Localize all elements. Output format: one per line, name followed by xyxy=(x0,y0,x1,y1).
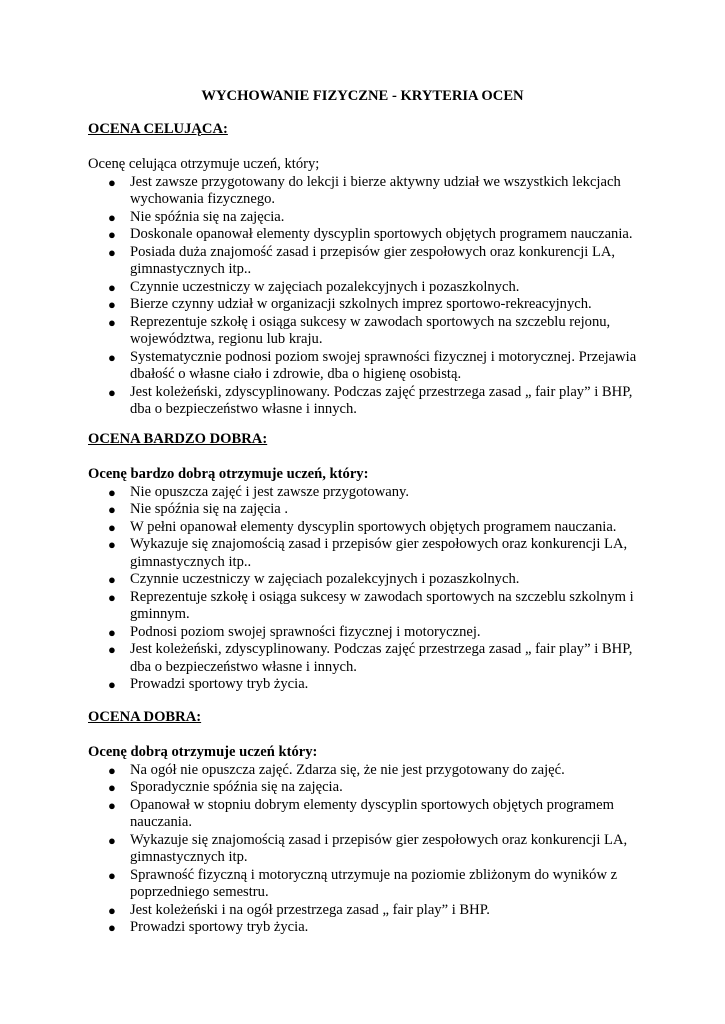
bullet-icon: ● xyxy=(108,589,116,605)
criteria-list xyxy=(88,174,648,419)
list-item: ● Czynnie uczestniczy w zajęciach pozalekcyjnych i pozaszkolnych. xyxy=(108,278,520,295)
list-item: ● Prowadzi sportowy tryb życia. xyxy=(108,676,309,692)
bullet-icon: ● xyxy=(108,314,116,330)
section-heading: OCENA BARDZO DOBRA: xyxy=(88,431,268,447)
bullet-icon: ● xyxy=(108,572,116,587)
bullet-icon: ● xyxy=(108,867,116,883)
list-item: ● Sprawność fizyczną i motoryczną utrzymuje na poziomie zbliżonym do wyników z poprzedniego semestru. xyxy=(108,866,618,900)
list-item: ● Nie spóźnia się na zajęcia . xyxy=(108,501,289,517)
criteria-list xyxy=(88,484,648,694)
list-item: ● Posiada duża znajomość zasad i przepisów gier zespołowych oraz konkurencji LA, gimnastycznych itp.. xyxy=(108,243,616,277)
bullet-icon: ● xyxy=(108,797,116,813)
bullet-icon: ● xyxy=(108,762,116,778)
bullet-icon: ● xyxy=(108,484,116,500)
list-item: ● Bierze czynny udział w organizacji szkolnych imprez sportowo-rekreacyjnych. xyxy=(108,296,592,312)
list-item: ● Systematycznie podnosi poziom swojej sprawności fizycznej i motorycznej. Przejawia dbałość o własne ciało i zdrowie, dba o higienę osobistą. xyxy=(108,348,637,382)
bullet-icon: ● xyxy=(108,297,116,312)
list-item: ● Czynnie uczestniczy w zajęciach pozalekcyjnych i pozaszkolnych. xyxy=(108,571,520,587)
list-item: ● W pełni opanował elementy dyscyplin sportowych objętych programem nauczania. xyxy=(108,518,617,535)
bullet-icon: ● xyxy=(108,624,116,640)
list-item: ● Jest koleżeński, zdyscyplinowany. Podczas zajęć przestrzega zasad „ fair play” i BHP, dba o bezpieczeństwo własne i innych. xyxy=(108,641,633,675)
criteria-list xyxy=(88,762,648,937)
bullet-icon: ● xyxy=(108,832,116,848)
list-item: ● Podnosi poziom swojej sprawności fizycznej i motorycznej. xyxy=(108,623,481,640)
list-item: ● Wykazuje się znajomością zasad i przepisów gier zespołowych oraz konkurencji LA, gimnastycznych itp. xyxy=(108,831,628,865)
bullet-icon: ● xyxy=(108,642,116,657)
bullet-icon: ● xyxy=(108,174,116,190)
list-item: ● Jest zawsze przygotowany do lekcji i bierze aktywny udział we wszystkich lekcjach wychowania fizycznego. xyxy=(108,173,621,207)
list-item: ● Wykazuje się znajomością zasad i przepisów gier zespołowych oraz konkurencji LA, gimnastycznych itp.. xyxy=(108,536,628,570)
section-intro: Ocenę dobrą otrzymuje uczeń który: xyxy=(88,744,318,760)
bullet-icon: ● xyxy=(108,519,116,535)
bullet-icon: ● xyxy=(108,384,116,400)
section-ocena-dobra xyxy=(88,709,648,937)
bullet-icon: ● xyxy=(108,502,116,517)
list-item: ● Opanował w stopniu dobrym elementy dyscyplin sportowych objętych programem nauczania. xyxy=(108,796,614,830)
bullet-icon: ● xyxy=(108,920,116,935)
bullet-icon: ● xyxy=(108,244,116,260)
list-item: ● Jest koleżeński i na ogół przestrzega zasad „ fair play” i BHP. xyxy=(108,901,490,918)
list-item: ● Doskonale opanował elementy dyscyplin sportowych objętych programem nauczania. xyxy=(108,226,633,242)
section-ocena-celujaca xyxy=(88,121,648,419)
bullet-icon: ● xyxy=(108,279,116,295)
bullet-icon: ● xyxy=(108,537,116,552)
document-title: WYCHOWANIE FIZYCZNE - KRYTERIA OCEN xyxy=(201,88,524,104)
bullet-icon: ● xyxy=(108,780,116,795)
list-item: ● Sporadycznie spóźnia się na zajęcia. xyxy=(108,779,343,795)
list-item: ● Na ogół nie opuszcza zajęć. Zdarza się, że nie jest przygotowany do zajęć. xyxy=(108,761,565,778)
bullet-icon: ● xyxy=(108,902,116,918)
bullet-icon: ● xyxy=(108,349,116,365)
list-item: ● Jest koleżeński, zdyscyplinowany. Podczas zajęć przestrzega zasad „ fair play” i BHP, dba o bezpieczeństwo własne i innych. xyxy=(108,383,633,417)
list-item: ● Reprezentuje szkołę i osiąga sukcesy w zawodach sportowych na szczeblu szkolnym i gminnym. xyxy=(108,588,634,622)
bullet-icon: ● xyxy=(108,227,116,242)
section-intro: Ocenę celująca otrzymuje uczeń, który; xyxy=(88,156,320,172)
section-ocena-bardzo-dobra xyxy=(88,431,648,694)
list-item: ● Nie spóźnia się na zajęcia. xyxy=(108,208,285,225)
section-heading: OCENA CELUJĄCA: xyxy=(88,121,228,137)
bullet-icon: ● xyxy=(108,677,116,692)
list-item: ● Nie opuszcza zajęć i jest zawsze przygotowany. xyxy=(108,483,410,500)
list-item: ● Reprezentuje szkołę i osiąga sukcesy w zawodach sportowych na szczeblu rejonu, województwa, regionu lub kraju. xyxy=(108,313,611,347)
list-item: ● Prowadzi sportowy tryb życia. xyxy=(108,919,309,935)
section-heading: OCENA DOBRA: xyxy=(88,709,202,725)
section-intro: Ocenę bardzo dobrą otrzymuje uczeń, który: xyxy=(88,466,369,482)
bullet-icon: ● xyxy=(108,209,116,225)
